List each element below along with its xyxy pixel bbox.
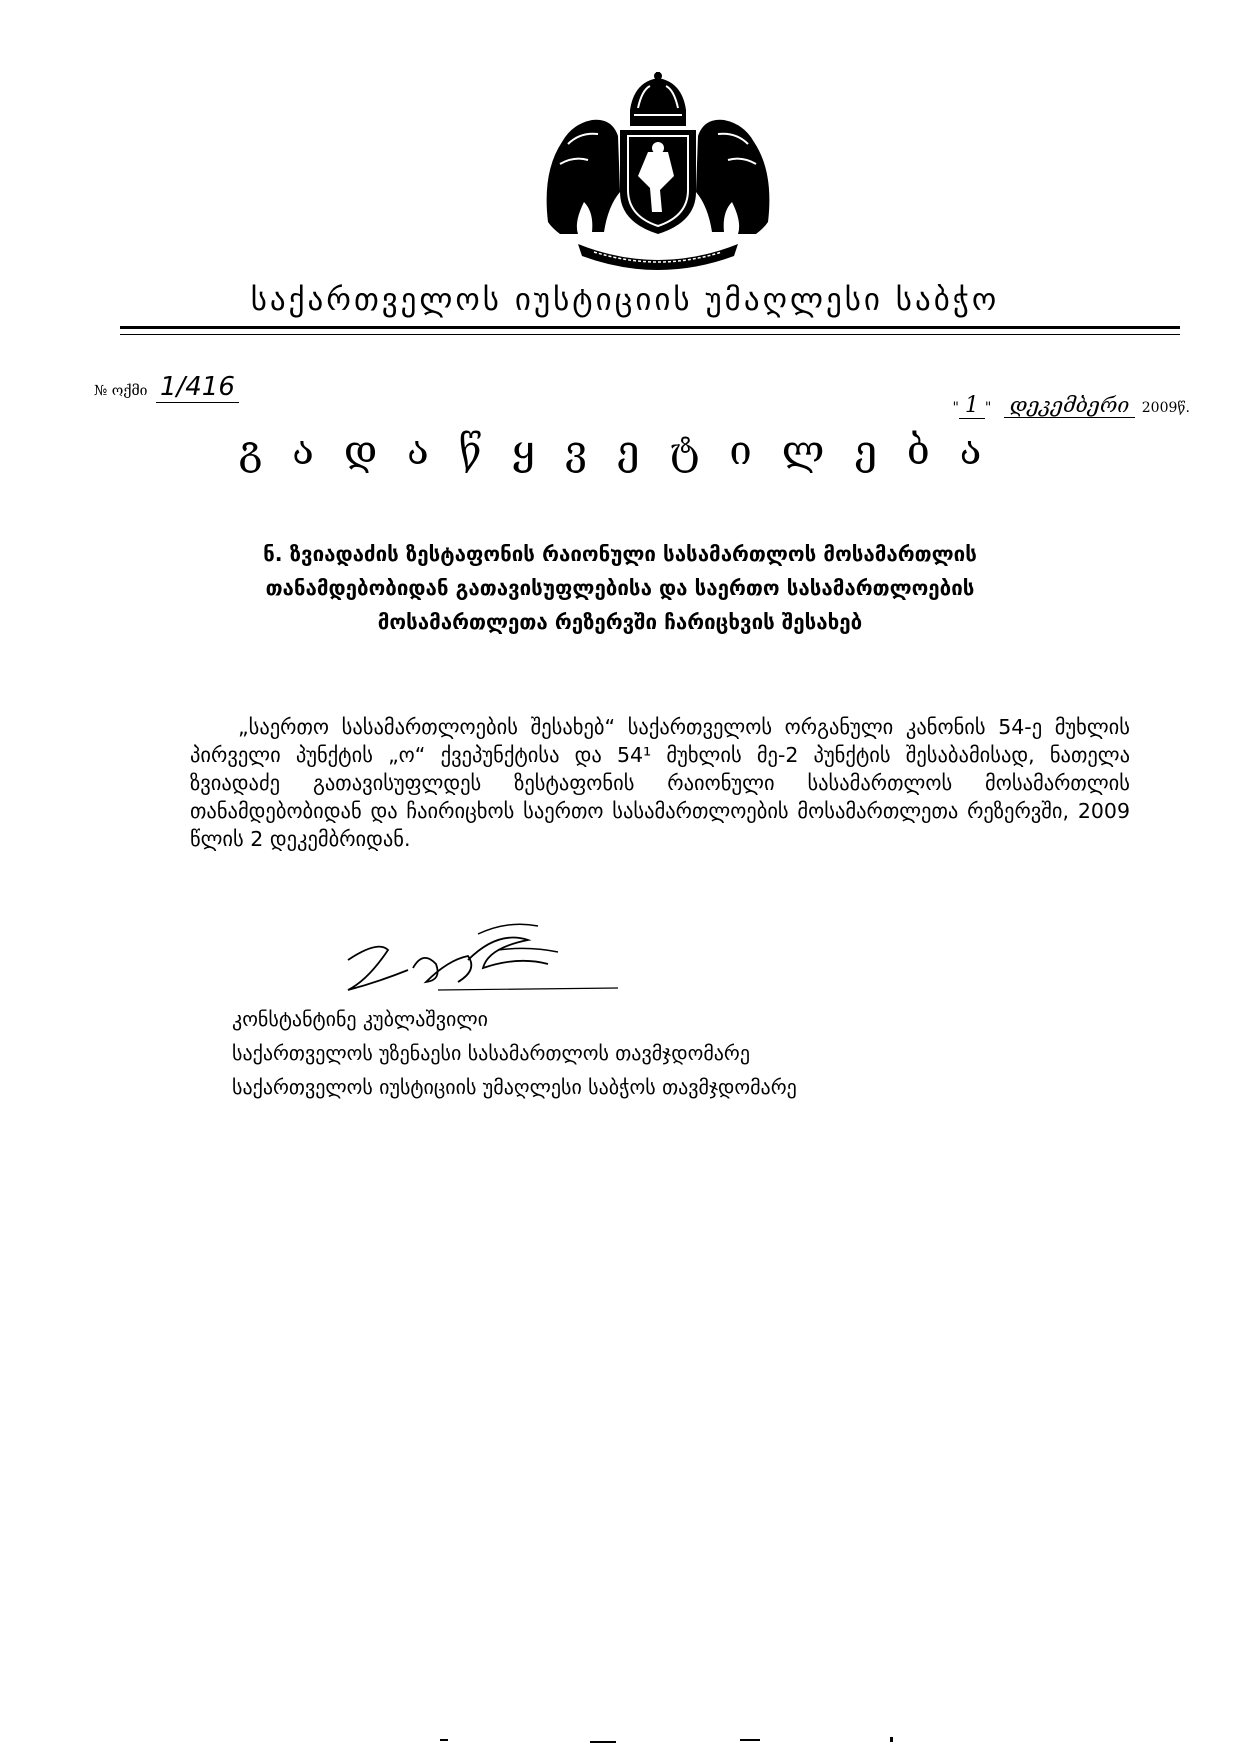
document-date: " 1 " დეკემბერი 2009წ. [952,393,1190,418]
signatory-position-1: საქართველოს უზენაესი სასამართლოს თავმჯდომარე [232,1041,750,1065]
scan-artifact-marks [440,1733,910,1745]
left-lion-icon [547,120,620,234]
shield-icon [620,130,696,234]
date-month: დეკემბერი [1004,393,1136,418]
header-divider-thin [120,334,1180,335]
header-divider-thick [120,326,1180,329]
protocol-number [94,372,239,402]
document-title: გადაწყვეტილება [238,428,1012,474]
right-lion-icon [696,120,769,234]
motto-ribbon-icon [578,244,738,270]
protocol-number-label: № ოქმი [94,383,148,399]
protocol-number-value: 1/416 [156,372,239,403]
document-subject: ნ. ზვიადაძის ზესტაფონის რაიონული სასამართლოს მოსამართლის თანამდებობიდან გათავისუფლებისა და საერთო სასამართლოების მოსამართლეთა რეზერვში ჩარიცხვის შესახებ [263,542,977,634]
signatory-block [232,1002,797,1104]
document-body [190,713,1130,853]
body-paragraph: „საერთო სასამართლოების შესახებ“ საქართველოს ორგანული კანონის 54-ე მუხლის პირველი პუნქტის „ო“ ქვეპუნქტისა და 54¹ მუხლის მე-2 პუნქტის შესაბამისად, ნათელა ზვიადაძე გათავისუფლდეს ზესტაფონის რაიონული სასამართლოს მოსამართლის თანამდებობიდან და ჩაირიცხოს საერთო სასამართლოების მოსამართლეთა რეზერვში, 2009 წლის 2 დეკემბრიდან. [190,715,1130,851]
coat-of-arms-emblem [538,72,778,272]
institution-name: საქართველოს იუსტიციის უმაღლესი საბჭო [250,282,1000,318]
signatory-position-2: საქართველოს იუსტიციის უმაღლესი საბჭოს თავმჯდომარე [232,1075,797,1099]
date-day: 1 [959,393,985,419]
crown-icon [630,72,686,126]
date-year: 2009წ. [1141,400,1190,416]
signatory-name: კონსტანტინე კუბლაშვილი [232,1007,488,1031]
